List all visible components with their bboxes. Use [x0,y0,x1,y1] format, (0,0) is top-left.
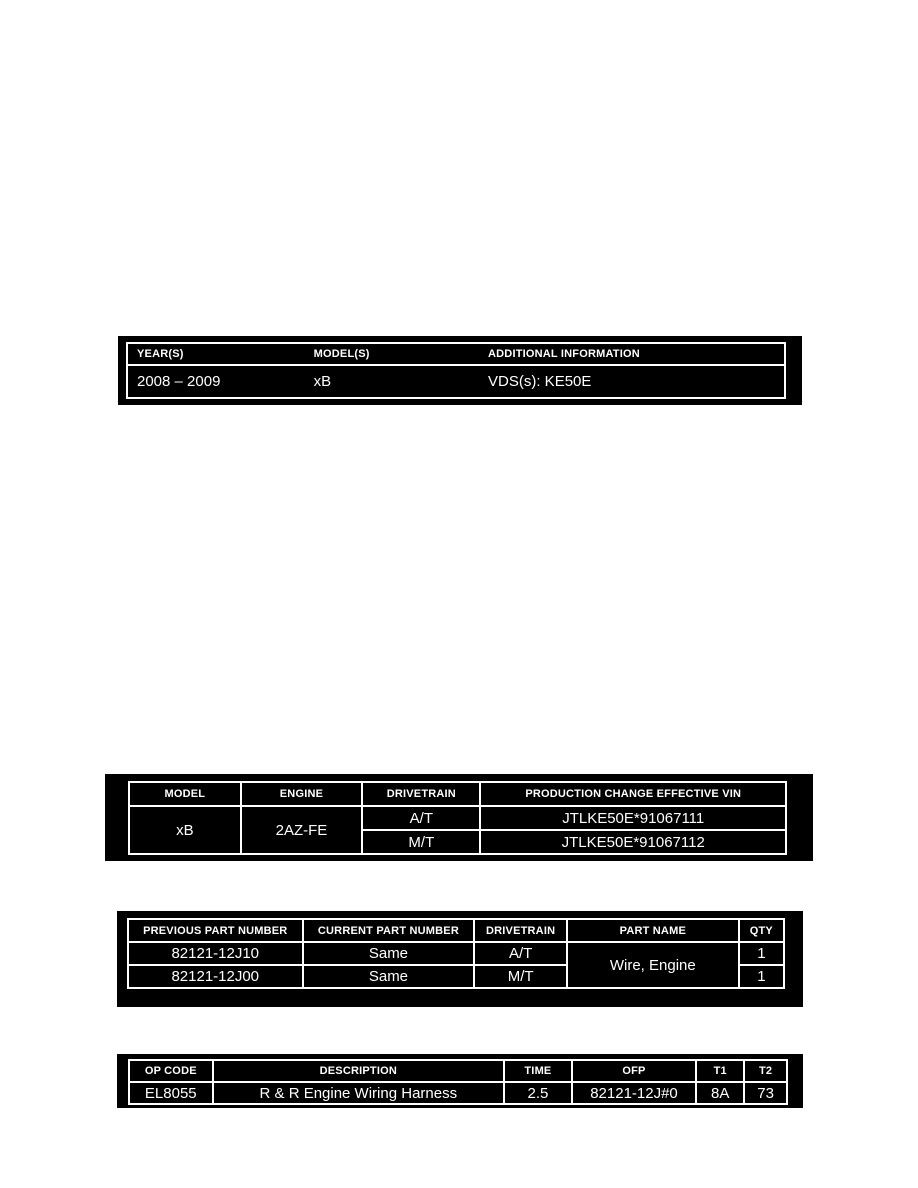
column-header-qty: QTY [739,919,784,942]
parts-information-table-inner [127,918,785,987]
column-header-drivetrain: DRIVETRAIN [474,919,566,942]
column-header-engine: ENGINE [241,782,363,806]
op-code-grid [128,1059,788,1105]
table-header-row [129,1060,787,1082]
column-header-op-code: OP CODE [129,1060,213,1082]
column-header-ofp: OFP [572,1060,696,1082]
vehicle-application-grid [126,342,786,399]
cell-t1: 8A [696,1082,744,1104]
table-row [129,1082,787,1104]
column-header-part-name: PART NAME [567,919,739,942]
column-header-previous-part-number: PREVIOUS PART NUMBER [128,919,303,942]
op-code-table [117,1054,803,1108]
column-header-drivetrain: DRIVETRAIN [362,782,480,806]
cell-engine: 2AZ-FE [241,806,363,854]
cell-drivetrain: A/T [362,806,480,830]
cell-vin: JTLKE50E*91067111 [480,806,786,830]
column-header-model: MODEL [129,782,241,806]
parts-information-grid [127,918,785,989]
cell-model: xB [305,365,479,398]
cell-additional-information: VDS(s): KE50E [479,365,785,398]
cell-drivetrain: A/T [474,942,566,965]
table-header-row [127,343,785,365]
cell-description: R & R Engine Wiring Harness [213,1082,504,1104]
op-code-table-inner [128,1059,788,1103]
cell-ofp: 82121-12J#0 [572,1082,696,1104]
column-header-additional-information: ADDITIONAL INFORMATION [479,343,785,365]
cell-vin: JTLKE50E*91067112 [480,830,786,854]
column-header-current-part-number: CURRENT PART NUMBER [303,919,475,942]
cell-t2: 73 [744,1082,787,1104]
production-change-table-inner [128,781,787,853]
table-row [127,365,785,398]
cell-previous-part-number: 82121-12J10 [128,942,303,965]
cell-previous-part-number: 82121-12J00 [128,965,303,988]
cell-drivetrain: M/T [362,830,480,854]
column-header-description: DESCRIPTION [213,1060,504,1082]
column-header-t2: T2 [744,1060,787,1082]
cell-qty: 1 [739,965,784,988]
vehicle-application-table-inner [126,342,786,398]
table-row [129,806,786,830]
cell-current-part-number: Same [303,965,475,988]
table-header-row [128,919,784,942]
cell-drivetrain: M/T [474,965,566,988]
cell-qty: 1 [739,942,784,965]
column-header-production-change-vin: PRODUCTION CHANGE EFFECTIVE VIN [480,782,786,806]
cell-current-part-number: Same [303,942,475,965]
column-header-models: MODEL(S) [305,343,479,365]
cell-years: 2008 – 2009 [127,365,305,398]
column-header-time: TIME [504,1060,572,1082]
vehicle-application-table [118,336,802,405]
column-header-years: YEAR(S) [127,343,305,365]
table-header-row [129,782,786,806]
table-row [128,942,784,965]
cell-op-code: EL8055 [129,1082,213,1104]
column-header-t1: T1 [696,1060,744,1082]
cell-part-name: Wire, Engine [567,942,739,988]
production-change-grid [128,781,787,855]
production-change-table [105,774,813,861]
cell-model: xB [129,806,241,854]
cell-time: 2.5 [504,1082,572,1104]
parts-information-table [117,911,803,1007]
